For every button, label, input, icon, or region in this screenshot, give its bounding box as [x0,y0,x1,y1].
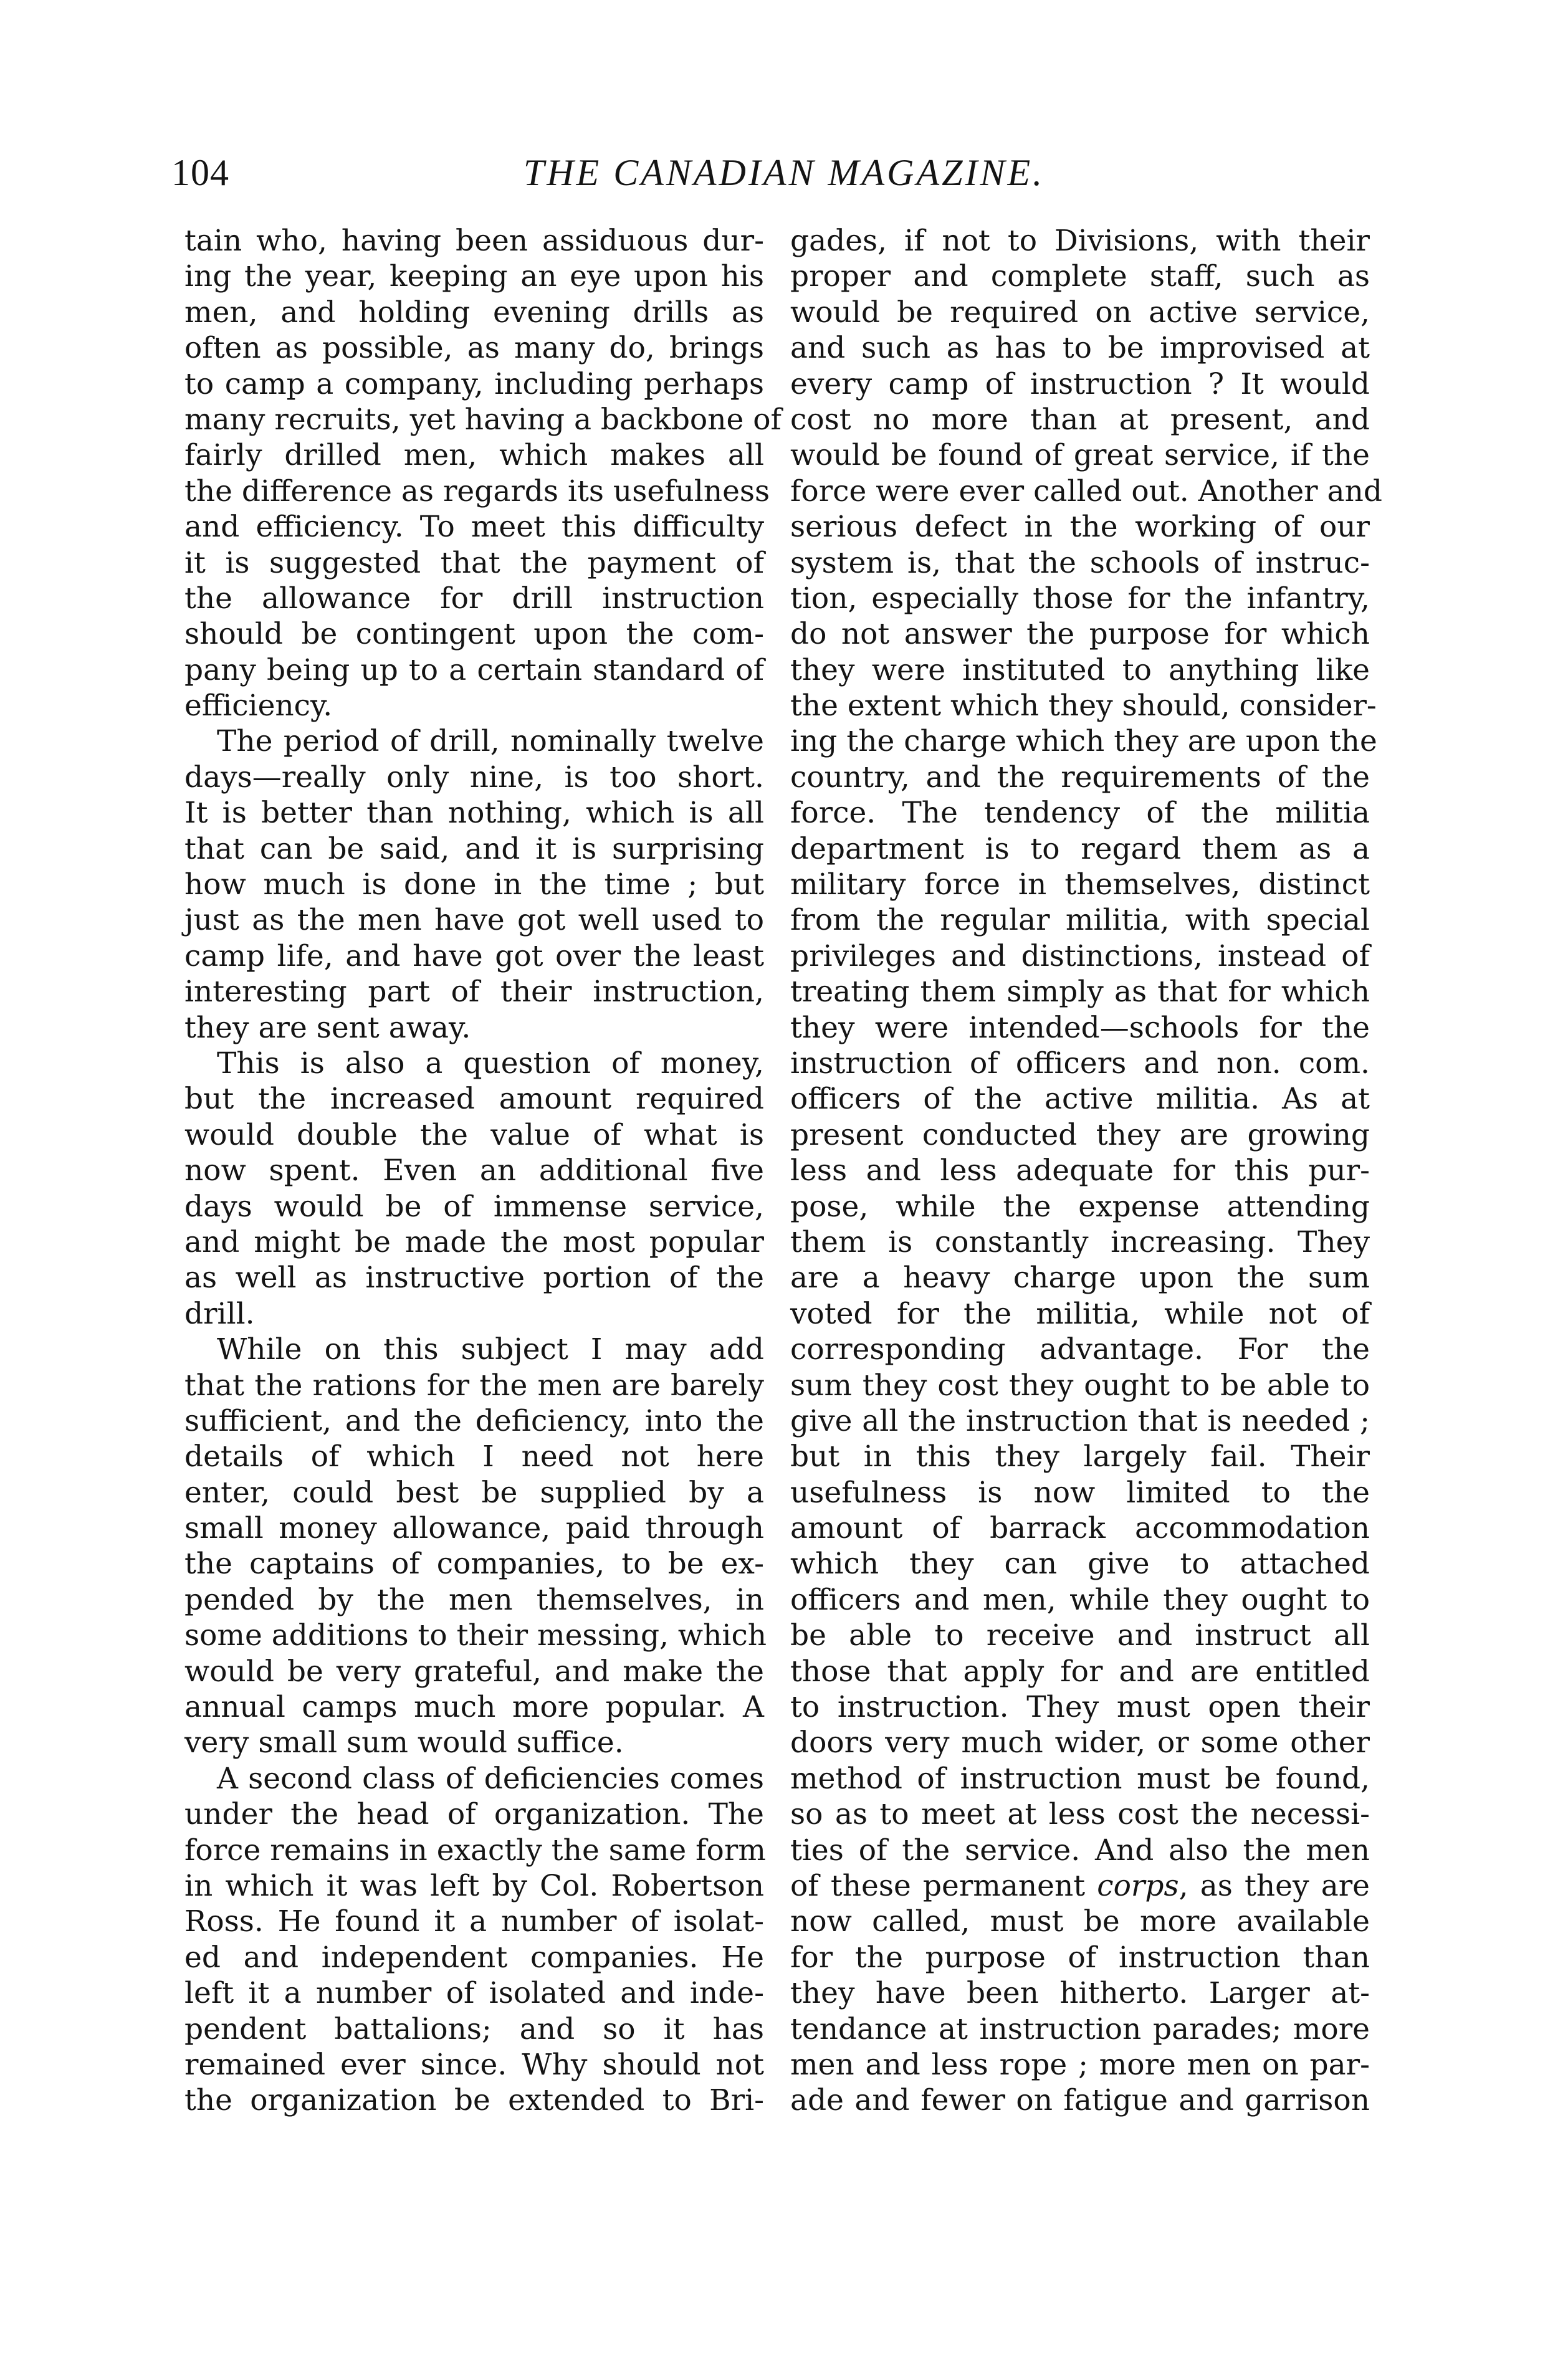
text-line: would be very grateful, and make the [184,1654,764,1689]
text-line: for the purpose of instruction than [790,1940,1370,1975]
text-line: be able to receive and instruct all [790,1618,1370,1653]
text-line: men and less rope ; more men on par- [790,2047,1370,2082]
text-line: give all the instruction that is needed ; [790,1403,1370,1438]
text-line: sufficient, and the deficiency, into the [184,1403,764,1438]
text-line: drill. [184,1296,255,1331]
text-line: remained ever since. Why should not [184,2047,764,2082]
text-line: how much is done in the time ; but [184,867,764,902]
text-line: they have been hitherto. Larger at- [790,1976,1370,2011]
text-line: treating them simply as that for which [790,975,1370,1010]
text-line: system is, that the schools of instruc- [790,545,1370,580]
page-number: 104 [171,152,229,193]
page-header [0,145,1568,201]
text-line: less and less adequate for this pur- [790,1153,1370,1188]
text-line: camp life, and have got over the least [184,938,764,973]
text-line: often as possible, as many do, brings [184,331,764,366]
text-line [790,1868,1370,1904]
text-line: pendent battalions; and so it has [184,2012,764,2046]
text-line: ed and independent companies. He [184,1940,764,1975]
text-line: them is constantly increasing. They [790,1224,1370,1259]
text-line: doors very much wider, or some other [790,1726,1370,1760]
text-line: men, and holding evening drills as [184,295,764,330]
text-line: force remains in exactly the same form [184,1833,766,1868]
text-line: it is suggested that the payment of [184,545,764,580]
text-line: proper and complete staff, such as [790,259,1370,294]
text-line: fairly drilled men, which makes all [184,438,764,473]
text-line: they were instituted to anything like [790,652,1370,687]
text-line: would be required on active service, [790,295,1370,330]
text-line: small money allowance, paid through [184,1511,764,1546]
text-line: they were intended—schools for the [790,1010,1370,1045]
text-line: under the head of organization. The [184,1797,764,1832]
text-line: very small sum would suffice. [184,1726,624,1760]
text-line: serious defect in the working of our [790,510,1370,545]
text-line: Ross. He found it a number of isolat- [184,1904,764,1939]
text-line: they are sent away. [184,1010,471,1045]
text-line: tendance at instruction parades; more [790,2012,1370,2046]
text-line: would be found of great service, if the [790,438,1370,473]
text-line: days would be of immense service, [184,1189,764,1224]
text-line: the extent which they should, consider- [790,689,1377,723]
text-line: tain who, having been assiduous dur- [184,224,764,258]
text-line: present conducted they are growing [790,1117,1370,1152]
text-line: pany being up to a certain standard of [184,652,764,687]
text-line: so as to meet at less cost the necessi- [790,1797,1370,1832]
text-line: and such as has to be improvised at [790,331,1370,366]
text-line: those that apply for and are entitled [790,1654,1370,1689]
text-line: which they can give to attached [790,1547,1370,1582]
text-line: are a heavy charge upon the sum [790,1261,1370,1296]
running-title: THE CANADIAN MAGAZINE. [523,152,1045,193]
text-line: voted for the militia, while not of [790,1296,1370,1331]
text-line: and efficiency. To meet this difficulty [184,510,764,545]
text-line: ing the year, keeping an eye upon his [184,259,764,294]
text-line: pended by the men themselves, in [184,1582,764,1617]
text-line: interesting part of their instruction, [184,975,764,1010]
text-line: details of which I need not here [184,1439,764,1474]
text-line: tion, especially those for the infantry, [790,581,1370,616]
text-line: usefulness is now limited to the [790,1475,1370,1510]
text-line: ties of the service. And also the men [790,1833,1370,1868]
text-line: ade and fewer on fatigue and garrison [790,2083,1370,2118]
text-line: efficiency. [184,689,333,723]
text-line: force were ever called out. Another and [790,474,1382,508]
text-line: privileges and distinctions, instead of [790,938,1370,973]
text-line: as well as instructive portion of the [184,1261,764,1296]
text-line: to instruction. They must open their [790,1690,1370,1725]
text-line: many recruits, yet having a backbone of [184,402,782,437]
text-line: instruction of officers and non. com. [790,1046,1370,1081]
text-line: It is better than nothing, which is all [184,796,764,831]
text-line: method of instruction must be found, [790,1761,1370,1796]
text-line: annual camps much more popular. A [184,1690,764,1725]
text-line: officers and men, while they ought to [790,1582,1370,1617]
text-line: now called, must be more available [790,1904,1370,1939]
text-line: that can be said, and it is surprising [184,831,764,866]
paragraph-start-line: A second class of deficiencies comes [217,1761,764,1796]
left-column [184,223,782,2119]
text-line: enter, could best be supplied by a [184,1475,764,1510]
text-line: country, and the requirements of the [790,760,1370,795]
text-line: that the rations for the men are barely [184,1368,764,1403]
text-line: to camp a company, including perhaps [184,366,764,401]
text-line: department is to regard them as a [790,831,1370,866]
text-line: now spent. Even an additional five [184,1153,764,1188]
text-line: the organization be extended to Bri- [184,2083,764,2118]
text-line: the difference as regards its usefulness [184,474,770,508]
text-line: but in this they largely fail. Their [790,1439,1370,1474]
text-line: corresponding advantage. For the [790,1332,1370,1367]
text-line: military force in themselves, distinct [790,867,1370,902]
text-line: from the regular militia, with special [790,903,1370,938]
text-line: some additions to their messing, which [184,1618,767,1653]
text-line: but the increased amount required [184,1082,764,1117]
text-line: ing the charge which they are upon the [790,724,1377,759]
paragraph-start-line: The period of drill, nominally twelve [217,724,764,759]
text-run: of these permanent [790,1868,1097,1903]
text-line: the allowance for drill instruction [184,581,764,616]
text-line: in which it was left by Col. Robertson [184,1868,764,1903]
paragraph-start-line: While on this subject I may add [217,1332,764,1367]
text-line: left it a number of isolated and inde- [184,1976,764,2011]
text-line: force. The tendency of the militia [790,796,1370,831]
text-run: , as they are [1178,1868,1370,1903]
text-line: amount of barrack accommodation [790,1511,1370,1546]
text-line: officers of the active militia. As at [790,1082,1370,1117]
text-line: cost no more than at present, and [790,402,1370,437]
text-line: would double the value of what is [184,1117,764,1152]
paragraph-start-line: This is also a question of money, [217,1046,764,1081]
italic-word: corps [1097,1868,1179,1903]
text-line: gades, if not to Divisions, with their [790,224,1370,258]
text-line: the captains of companies, to be ex- [184,1547,764,1582]
text-line: sum they cost they ought to be able to [790,1368,1370,1403]
text-line: every camp of instruction ? It would [790,366,1370,401]
text-line: just as the men have got well used to [184,903,764,938]
text-line: and might be made the most popular [184,1224,764,1259]
text-line: days—really only nine, is too short. [184,760,764,795]
text-line: do not answer the purpose for which [790,617,1370,652]
text-line: should be contingent upon the com- [184,617,764,652]
right-column [790,223,1382,2119]
text-line: pose, while the expense attending [790,1189,1370,1224]
